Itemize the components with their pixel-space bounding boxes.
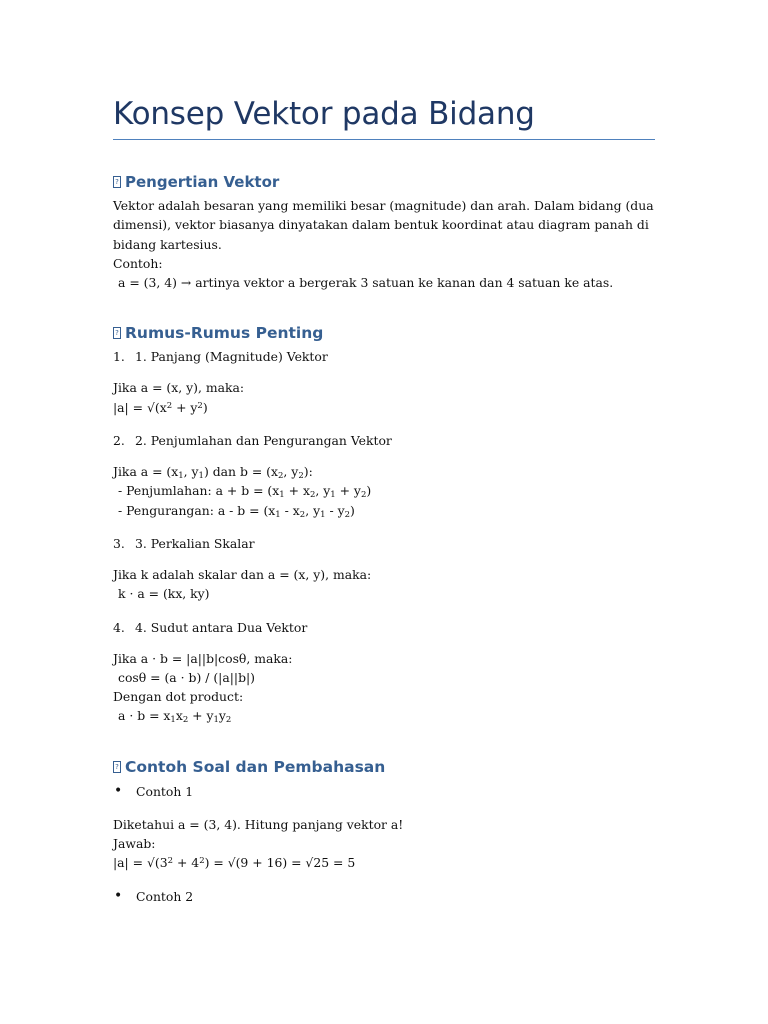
formula-line: Jika a · b = |a||b|cosθ, maka: — [113, 650, 293, 666]
formula-line: Jika a = (x, y), maka: — [113, 380, 245, 396]
formula-line: - Penjumlahan: $a + b = (x_1 + x_2$, $y_1 + y_2$) — [118, 483, 372, 501]
list-item-sudut — [113, 618, 655, 637]
formula-line: $|a| = √(x^2 + y^2)$ — [113, 399, 208, 415]
bullet-item-contoh-1 — [113, 782, 655, 801]
bullet-icon: • — [114, 782, 123, 799]
formula-block-penjumlahan — [113, 462, 655, 520]
formula-line: Jika k adalah skalar dan a = (x, y), maka: — [113, 566, 372, 582]
bullet-label: Contoh 2 — [136, 888, 194, 904]
missing-glyph-icon: ? — [113, 327, 121, 339]
formula-line: Jika $a = (x_1$, $y_1$) dan $b = (x_2$, $y_2$): — [113, 464, 313, 482]
formula-line: - Pengurangan: $a - b = (x_1 - x_2$, $y_1 - y_2$) — [118, 502, 355, 520]
formula-line: Dengan dot product: — [113, 689, 244, 705]
list-item-panjang — [113, 347, 655, 366]
list-item-perkalian — [113, 534, 655, 553]
example-line: $|a| = √(3^2 + 4^2) = √(9 + 16) = √25 = 5$ — [113, 855, 356, 871]
list-number: 4. — [113, 619, 125, 635]
heading-text: Rumus-Rumus Penting — [125, 324, 324, 343]
list-label: 4. Sudut antara Dua Vektor — [135, 619, 308, 635]
list-number: 2. — [113, 433, 125, 449]
title-underline — [113, 139, 655, 140]
example-block-1 — [113, 815, 655, 873]
list-label: 2. Penjumlahan dan Pengurangan Vektor — [135, 433, 392, 449]
list-label: 3. Perkalian Skalar — [135, 535, 255, 551]
paragraph-definition: Vektor adalah besaran yang memiliki besar (magnitude) dan arah. Dalam bidang (dua dimensi), vektor biasanya dinyatakan dalam bentuk koordinat atau diagram panah di bidang kartesius. — [113, 198, 658, 252]
heading-contoh-soal — [113, 757, 655, 777]
bullet-icon: • — [114, 887, 123, 904]
missing-glyph-icon: ? — [113, 761, 121, 773]
formula-line: cosθ = (a · b) / (|a||b|) — [118, 669, 256, 685]
bullet-label: Contoh 1 — [136, 783, 194, 799]
list-number: 3. — [113, 535, 125, 551]
document-title: Konsep Vektor pada Bidang — [113, 96, 535, 132]
missing-glyph-icon: ? — [113, 176, 121, 188]
heading-rumus-penting — [113, 323, 655, 343]
list-number: 1. — [113, 349, 125, 365]
formula-block-perkalian — [113, 565, 655, 604]
heading-text: Contoh Soal dan Pembahasan — [125, 757, 386, 776]
contoh-example: a = (3, 4) → artinya vektor a bergerak 3 satuan ke kanan dan 4 satuan ke atas. — [118, 275, 614, 291]
heading-pengertian-vektor — [113, 172, 655, 192]
example-line: Jawab: — [113, 836, 156, 852]
formula-line: k · a = (kx, ky) — [118, 586, 210, 602]
contoh-label: Contoh: — [113, 255, 163, 271]
document-page — [113, 92, 658, 906]
heading-text: Pengertian Vektor — [125, 173, 280, 191]
formula-block-sudut — [113, 649, 655, 726]
list-item-penjumlahan — [113, 431, 655, 450]
bullet-item-contoh-2 — [113, 887, 655, 906]
formula-block-panjang — [113, 378, 655, 417]
formula-line: $a \cdot b = x_1x_2 + y_1y_2$ — [118, 708, 232, 726]
list-label: 1. Panjang (Magnitude) Vektor — [135, 349, 328, 365]
example-line: Diketahui a = (3, 4). Hitung panjang vektor a! — [113, 816, 404, 832]
